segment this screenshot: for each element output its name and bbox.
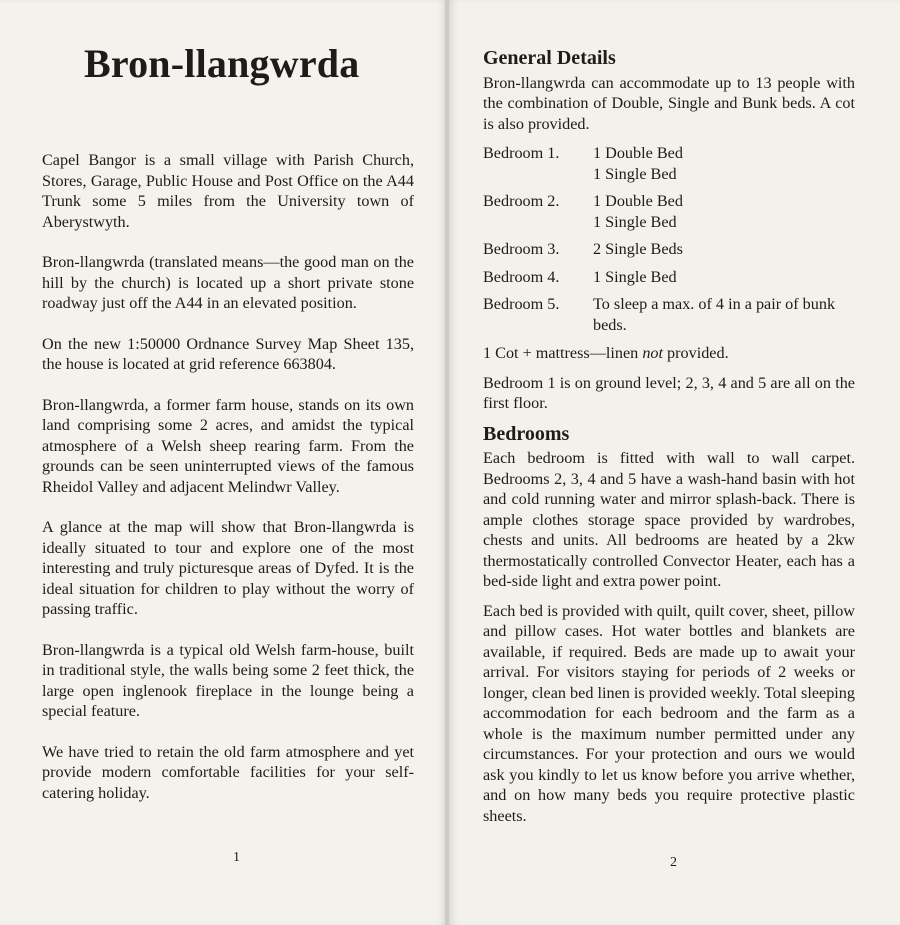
- bed-list: [593, 191, 855, 232]
- left-page: [0, 0, 447, 925]
- paragraph-map: A glance at the map will show that Bron-llangwrda is ideally situated to tour and explore one of the most interesting and truly picturesque areas of Dyfed. It is the ideal situation for children to play without the worry of passing traffic.: [42, 518, 414, 618]
- bedroom-row: [483, 294, 855, 335]
- paragraph-farmhouse-style: Bron-llangwrda is a typical old Welsh farm-house, built in traditional style, the walls being some 2 feet thick, the large open inglenook fireplace in the lounge being a special feature.: [42, 640, 414, 720]
- left-text-column: [42, 150, 414, 823]
- paragraph-farm-house: Bron-llangwrda, a former farm house, stands on its own land comprising some 2 acres, and amidst the typical atmosphere of a Welsh sheep rearing farm. From the grounds can be seen uninterrupted views of the famous Rheidol Valley and adjacent Melindwr Valley.: [42, 395, 414, 496]
- intro-paragraph: Bron-llangwrda can accommodate up to 13 people with the combination of Double, Single and Bunk beds. A cot is also provided.: [483, 73, 855, 133]
- bed-list: [593, 239, 855, 260]
- bedroom-name: Bedroom 5.: [483, 295, 560, 313]
- paragraph-village: Capel Bangor is a small village with Parish Church, Stores, Garage, Public House and Post Office on the A44 Trunk some 5 miles from the University town of Aberystwyth.: [42, 151, 414, 231]
- bed-item: 1 Double Bed: [593, 144, 683, 162]
- bed-list: [593, 294, 855, 335]
- right-text-column: [483, 48, 855, 835]
- paragraph-translation: Bron-llangwrda (translated means—the good man on the hill by the church) is located up a short private stone roadway just off the A44 in an elevated position.: [42, 253, 414, 312]
- bed-item: 1 Single Bed: [593, 212, 677, 231]
- paragraph-atmosphere: We have tried to retain the old farm atmosphere and yet provide modern comfortable facilities for your self-catering holiday.: [42, 742, 414, 802]
- bed-item: 1 Single Bed: [593, 164, 677, 183]
- cot-line-prefix: 1 Cot + mattress—linen: [483, 344, 643, 362]
- bedroom-name: Bedroom 4.: [483, 267, 560, 286]
- bedrooms-paragraph-linen: Each bed is provided with quilt, quilt cover, sheet, pillow and pillow cases. Hot water bottles and blankets are available, if required. Beds are made up to await your arrival. For visitors staying for periods of 2 weeks or longer, clean bed linen is provided weekly. Total sleeping accommodation for each bedroom and the farm as a whole is the maximum number permitted under any circumstances. For your protection and ours we would ask you kindly to let us know before you arrive whether, and on how many beds you require protective plastic sheets.: [483, 601, 855, 825]
- cot-line: [483, 343, 855, 364]
- bedroom-row: [483, 239, 855, 260]
- bed-item: 2 Single Beds: [593, 240, 683, 258]
- bedrooms-heading: Bedrooms: [483, 422, 570, 445]
- bedrooms-paragraph-fittings: Each bedroom is fitted with wall to wall carpet. Bedrooms 2, 3, 4 and 5 have a wash-hand basin with hot and cold running water and mirror splash-back. There is ample clothes storage space provided by wardrobes, chests and units. All bedrooms are heated by a 2kw thermostatically controlled Convector Heater, each has a bed-side light and extra power point.: [483, 449, 855, 590]
- bed-item: 1 Single Bed: [593, 267, 677, 286]
- bedroom-name: Bedroom 2.: [483, 192, 560, 210]
- bedroom-list: [483, 143, 855, 335]
- bedroom-row: [483, 267, 855, 288]
- bed-item: To sleep a max. of 4 in a pair of bunk beds.: [593, 295, 836, 334]
- paragraph-grid-reference: On the new 1:50000 Ordnance Survey Map Sheet 135, the house is located at grid reference 663804.: [42, 334, 414, 373]
- general-details-heading: General Details: [483, 47, 616, 69]
- page-number: 2: [670, 855, 677, 870]
- cot-line-suffix: provided.: [663, 344, 729, 362]
- bedroom-name: Bedroom 3.: [483, 240, 560, 258]
- page-title: Bron-llangwrda: [84, 41, 360, 86]
- bed-item: 1 Double Bed: [593, 192, 683, 210]
- bedroom-row: [483, 191, 855, 232]
- floors-paragraph: Bedroom 1 is on ground level; 2, 3, 4 and 5 are all on the first floor.: [483, 373, 855, 412]
- bed-list: [593, 143, 855, 184]
- bedroom-row: [483, 143, 855, 184]
- cot-line-emphasis: not: [642, 344, 663, 362]
- bedroom-name: Bedroom 1.: [483, 144, 560, 162]
- page-number: 1: [233, 850, 240, 865]
- bed-list: [593, 267, 855, 288]
